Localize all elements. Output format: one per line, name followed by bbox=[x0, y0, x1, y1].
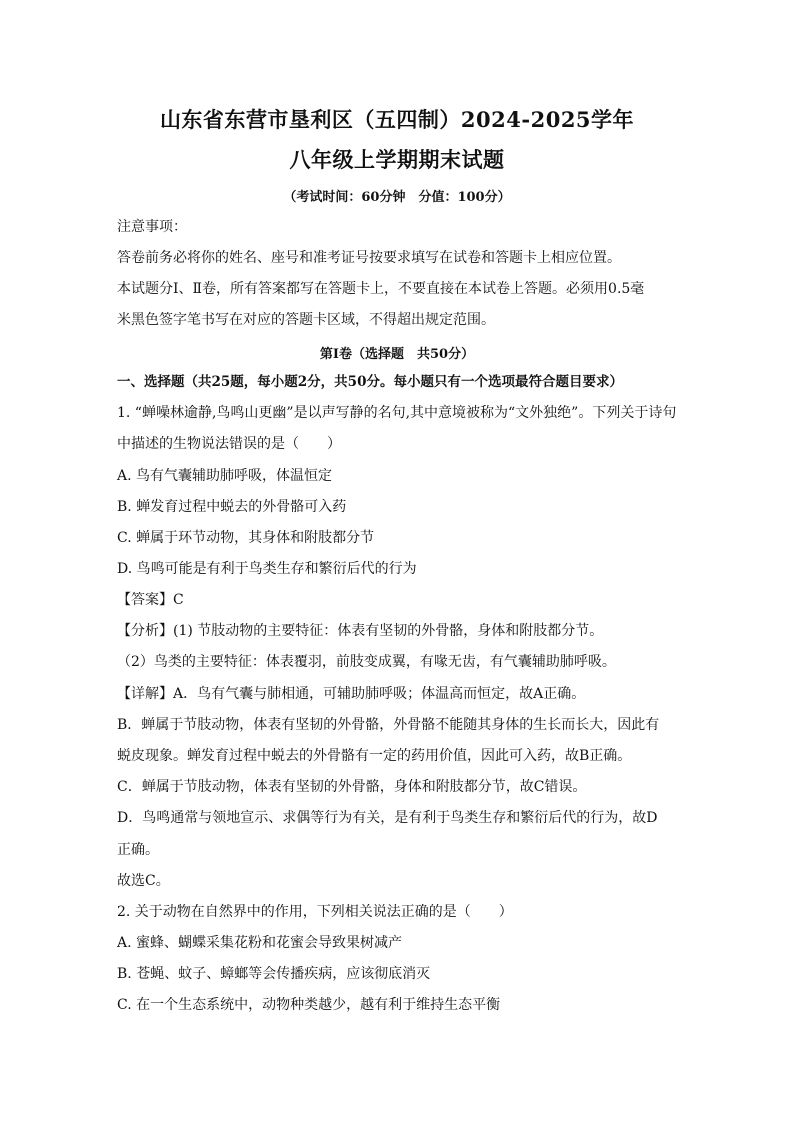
q1-detail-4b: 正确。 bbox=[117, 842, 159, 858]
q1-detail-4a: D．鸟鸣通常与领地宣示、求偶等行为有关，是有利于鸟类生存和繁衍后代的行为，故D bbox=[117, 810, 658, 826]
notice-line-2a: 本试题分Ⅰ、Ⅱ卷，所有答案都写在答题卡上，不要直接在本试卷上答题。必须用0.5毫 bbox=[117, 281, 645, 297]
section-instruction: 一、选择题（共25题，每小题2分，共50分。每小题只有一个选项最符合题目要求） bbox=[117, 374, 623, 390]
q1-detail-1: 【详解】A．鸟有气囊与肺相通，可辅助肺呼吸；体温高而恒定，故A正确。 bbox=[117, 686, 586, 702]
notice-line-2b: 米黑色签字笔书写在对应的答题卡区域，不得超出规定范围。 bbox=[117, 312, 495, 328]
notice-line-1: 答卷前务必将你的姓名、座号和准考证号按要求填写在试卷和答题卡上相应位置。 bbox=[117, 250, 621, 266]
q2-stem: 2. 关于动物在自然界中的作用，下列相关说法正确的是（ ） bbox=[117, 904, 513, 920]
q1-option-c: C. 蝉属于环节动物，其身体和附肢都分节 bbox=[117, 530, 375, 546]
q1-stem-a: 1. “蝉噪林逾静,鸟鸣山更幽”是以声写静的名句,其中意境被称为“文外独绝”。下列关于诗句 bbox=[117, 405, 677, 421]
q2-option-a: A. 蜜蜂、蝴蝶采集花粉和花蜜会导致果树减产 bbox=[117, 935, 403, 951]
exam-title-line1: 山东省东营市垦利区（五四制）2024-2025学年 bbox=[159, 107, 635, 132]
q1-option-b: B. 蝉发育过程中蜕去的外骨骼可入药 bbox=[117, 499, 347, 515]
q1-stem-b: 中描述的生物说法错误的是（ ） bbox=[117, 436, 341, 452]
q1-analysis-2: （2）鸟类的主要特征：体表覆羽，前肢变成翼，有喙无齿，有气囊辅助肺呼吸。 bbox=[117, 654, 616, 670]
q2-option-b: B. 苍蝇、蚊子、蟑螂等会传播疾病，应该彻底消灭 bbox=[117, 966, 431, 982]
q1-detail-2b: 蜕皮现象。蝉发育过程中蜕去的外骨骼有一定的药用价值，因此可入药，故B正确。 bbox=[117, 748, 632, 764]
q2-option-c: C. 在一个生态系统中，动物种类越少，越有利于维持生态平衡 bbox=[117, 997, 501, 1013]
q1-answer: 【答案】C bbox=[117, 592, 184, 608]
notice-heading: 注意事项： bbox=[117, 219, 187, 235]
q1-conclusion: 故选C。 bbox=[117, 873, 170, 889]
q1-detail-3: C．蝉属于节肢动物，体表有坚韧的外骨骼，身体和附肢都分节，故C错误。 bbox=[117, 779, 587, 795]
q1-detail-2a: B．蝉属于节肢动物，体表有坚韧的外骨骼，外骨骼不能随其身体的生长而长大，因此有 bbox=[117, 717, 660, 733]
q1-analysis-1: 【分析】(1) 节肢动物的主要特征：体表有坚韧的外骨骼，身体和附肢都分节。 bbox=[117, 623, 604, 639]
exam-time-score: （考试时间：60分钟 分值：100分） bbox=[283, 190, 511, 205]
exam-title-line2: 八年级上学期期末试题 bbox=[289, 147, 505, 172]
section-title: 第Ⅰ卷（选择题 共50分） bbox=[319, 347, 475, 362]
q1-option-a: A. 鸟有气囊辅助肺呼吸，体温恒定 bbox=[117, 468, 333, 484]
q1-option-d: D. 鸟鸣可能是有利于鸟类生存和繁衍后代的行为 bbox=[117, 561, 417, 577]
